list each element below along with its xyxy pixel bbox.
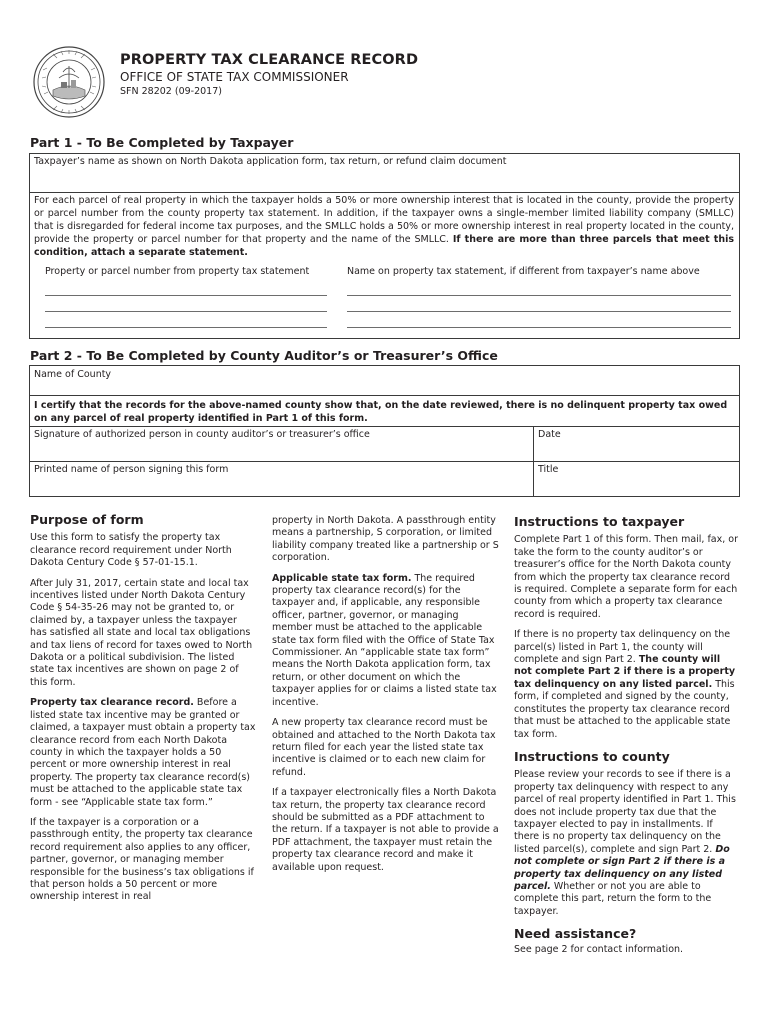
purpose-p2: After July 31, 2017, certain state and local tax incentives listed under North Dakota Century Code § 54-35-26 may not be granted to, or claimed by, a taxpayer unless the taxpayer has satisfied all state and local tax obligations and tax liens of record for taxes owed to North Dakota or a political subdivision. The listed state tax incentives are shown on page 2 of this form. xyxy=(30,577,253,688)
taxpayer-instructions-heading: Instructions to taxpayer xyxy=(514,514,685,529)
instructions-column xyxy=(514,516,740,964)
middle-p3: A new property tax clearance record must be obtained and attached to the North Dakota tax return filed for each year the listed state tax incentive is claimed or to each new claim for refund. xyxy=(272,717,496,778)
divider xyxy=(29,426,740,427)
divider xyxy=(29,192,740,193)
taxpayer-instructions-p1: Complete Part 1 of this form. Then mail, fax, or take the form to the county auditor’s or treasurer’s office for the North Dakota county from which the property tax clearance record is required. Complete a separate form for each county from which a property tax clearance record is required. xyxy=(514,534,739,620)
middle-p4: If a taxpayer electronically files a North Dakota tax return, the property tax clearance record should be submitted as a PDF attachment to the return. If a taxpayer is not able to provide a PDF attachment, the taxpayer must retain the property tax clearance record and make it available upon request. xyxy=(272,787,499,873)
printed-name-label: Printed name of person signing this form xyxy=(34,464,229,475)
form-title: PROPERTY TAX CLEARANCE RECORD xyxy=(120,52,419,68)
assistance-text: See page 2 for contact information. xyxy=(514,943,684,955)
part1-heading: Part 1 - To Be Completed by Taxpayer xyxy=(30,135,294,150)
county-field[interactable] xyxy=(30,381,739,395)
name-column-header: Name on property tax statement, if different from taxpayer’s name above xyxy=(347,266,700,277)
taxpayer-instructions-p2: If there is no property tax delinquency on the parcel(s) listed in Part 1, the county will complete and sign Part 2. The county will not complete Part 2 if there is a property tax delinquency on any listed parcel. This form, if completed and signed by the county, constitutes the property tax clearance record that must be attached to the applicable state tax form. xyxy=(514,629,736,740)
county-instructions-p1: Please review your records to see if there is a property tax delinquency with respect to any parcel of real property identified in Part 1. This does not include property tax due that the taxpayer elected to pay in installments. If there is no property tax delinquency on the listed parcel(s), complete and sign Part 2. Do not complete or sign Part 2 if there is a property tax delinquency on any listed parcel. Whether or not you are able to complete this part, return the form to the taxpayer. xyxy=(514,769,736,917)
taxpayer-name-label: Taxpayer’s name as shown on North Dakota application form, tax return, or refund claim document xyxy=(34,156,507,167)
county-instructions-heading: Instructions to county xyxy=(514,748,670,764)
purpose-p1: Use this form to satisfy the property tax clearance record requirement under North Dakota Century Code § 57-01-15.1. xyxy=(30,532,232,569)
divider xyxy=(29,461,740,462)
name-row-3[interactable] xyxy=(347,327,731,328)
signature-field[interactable] xyxy=(30,442,533,460)
parcel-row-1[interactable] xyxy=(45,295,327,296)
middle-column xyxy=(272,515,500,882)
form-number: SFN 28202 (09-2017) xyxy=(120,86,222,97)
assistance-heading: Need assistance? xyxy=(514,926,637,942)
office-name: OFFICE OF STATE TAX COMMISSIONER xyxy=(120,70,349,84)
part1-instructions-bold: If there are more than three parcels that meet this condition, attach a separate statement. xyxy=(34,234,734,258)
date-field[interactable] xyxy=(534,442,739,460)
name-row-2[interactable] xyxy=(347,311,731,312)
divider xyxy=(29,395,740,396)
purpose-p3: Property tax clearance record. Before a listed state tax incentive may be granted or claimed, a taxpayer must obtain a property tax clearance record from each North Dakota county in which the taxpayer holds a 50 percent or more ownership interest in real property. The property tax clearance record(s) must be attached to the applicable state tax form - see “Applicable state tax form.” xyxy=(30,697,256,808)
title-field[interactable] xyxy=(534,477,739,496)
signature-label: Signature of authorized person in county auditor’s or treasurer’s office xyxy=(34,429,370,440)
printed-name-field[interactable] xyxy=(30,477,533,496)
parcel-row-3[interactable] xyxy=(45,327,327,328)
name-row-1[interactable] xyxy=(347,295,731,296)
state-seal-icon xyxy=(33,46,105,118)
county-label: Name of County xyxy=(34,369,112,380)
title-label: Title xyxy=(538,464,559,475)
part1-instructions: For each parcel of real property in which the taxpayer holds a 50% or more ownership interest that is located in the county, provide the property or parcel number from the county property tax statement. In addition, if the taxpayer owns a single-member limited liability company (SMLLC) that is disregarded for federal income tax purposes, and the SMLLC holds a 50% or more ownership interest in real property located in the county, provide the property or parcel number for that property and the name of the SMLLC. If there are more than three parcels that meet this condition, attach a separate statement. xyxy=(34,195,734,258)
middle-p2: Applicable state tax form. The required property tax clearance record(s) for the taxpayer and, if applicable, any responsible officer, partner, governor, or managing member must be attached to the applicable state tax form filed with the Office of State Tax Commissioner. An “applicable state tax form” means the North Dakota application form, tax return, or other document on which the taxpayer applies for or claims a listed state tax incentive. xyxy=(272,572,497,708)
middle-p1: property in North Dakota. A passthrough entity means a partnership, S corporation, or limited liability company treated like a partnership or S corporation. xyxy=(272,515,499,564)
certify-statement: I certify that the records for the above-named county show that, on the date reviewed, there is no delinquent property tax owed on any parcel of real property identified in Part 1 of this form. xyxy=(34,400,728,424)
date-label: Date xyxy=(538,429,561,440)
purpose-heading: Purpose of form xyxy=(30,512,144,527)
purpose-p4: If the taxpayer is a corporation or a passthrough entity, the property tax clearance record requirement also applies to any officer, partner, governor, or managing member responsible for the business’s tax obligations if that person holds a 50 percent or more ownership interest in real xyxy=(30,816,254,903)
taxpayer-name-field[interactable] xyxy=(30,170,739,192)
part2-heading: Part 2 - To Be Completed by County Auditor’s or Treasurer’s Office xyxy=(30,348,498,363)
parcel-column-header: Property or parcel number from property tax statement xyxy=(45,266,310,277)
purpose-column xyxy=(30,514,256,912)
parcel-row-2[interactable] xyxy=(45,311,327,312)
